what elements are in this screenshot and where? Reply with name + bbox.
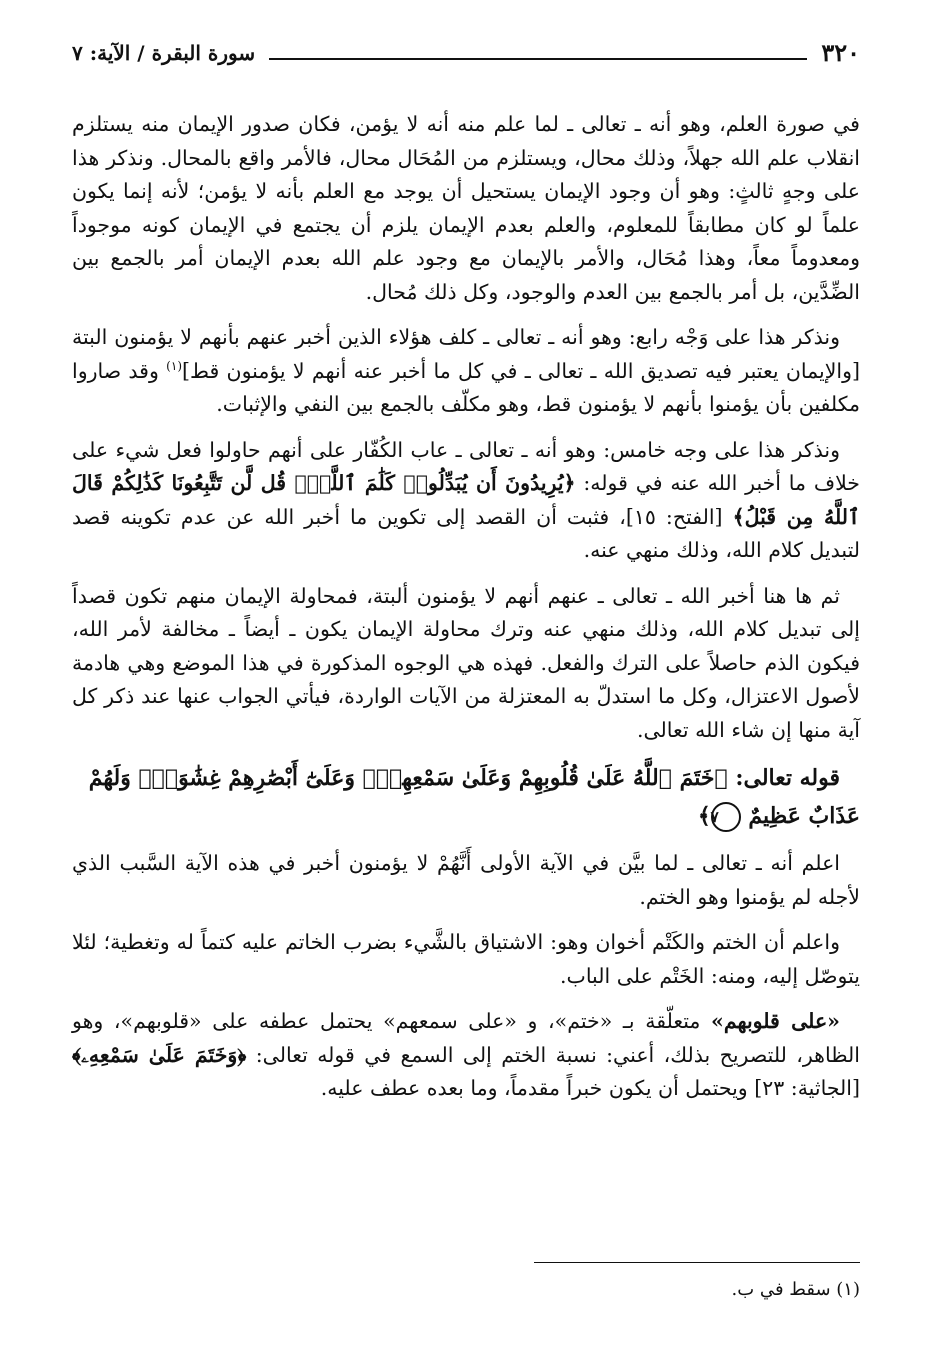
page-number: ٣٢٠	[821, 38, 860, 67]
paragraph	[72, 1005, 860, 1106]
page-header	[72, 38, 860, 68]
quran-quote: ﴿وَخَتَمَ عَلَىٰ سَمْعِهِۦ﴾	[72, 1042, 247, 1067]
paragraph: اعلم أنه ـ تعالى ـ لما بيَّن في الآية الأولى أَنَّهُمْ لا يؤمنون أخبر في هذه الآية السَّبب الذي لأجله لم يؤمنوا وهو الختم.	[72, 851, 860, 909]
paragraph	[72, 321, 860, 422]
paragraph: ثم ها هنا أخبر الله ـ تعالى ـ عنهم أنهم لا يؤمنون ألبتة، فمحاولة الإيمان منهم تكون قصداً إلى تبديل كلام الله، وذلك منهي عنه وترك محاولة الإيمان يكون ـ أيضاً ـ مخالفة لأمر الله، فيكون الذم حاصلاً على الترك والفعل. فهذه هي الوجوه المذكورة في هذا الموضع وهي هادمة لأصول الاعتزال، وكل ما استدلّ به المعتزلة من الآيات الواردة، فيأتي الجواب عنها عند ذكر كل آية منها إن شاء الله تعالى.	[72, 583, 860, 742]
footnote-rule	[534, 1262, 860, 1263]
header-rule	[269, 58, 807, 60]
text-span: متعلّقة بـ «ختم»، و «على سمعهم» يحتمل عطفه على «قلوبهم»، وهو الظاهر، للتصريح بذلك، أعني: نسبة الختم إلى السمع في قوله تعالى:	[72, 1009, 860, 1067]
text-span: [الجاثية: ٢٣] ويحتمل أن يكون خبراً مقدماً، وما بعده عطف عليه.	[320, 1076, 860, 1100]
paragraph	[72, 434, 860, 568]
text-span: ونذكر هذا على وجه خامس: وهو أنه ـ تعالى ـ عاب الكُفّار على أنهم حاولوا فعل شيء على خلاف ما أخبر الله عنه في قوله:	[72, 437, 860, 495]
running-title: سورة البقرة / الآية: ٧	[72, 41, 256, 65]
paragraph: واعلم أن الختم والكَتْم أخوان وهو: الاشتياق بالشَّيء بضرب الخاتم عليه كتماً له وتغطية؛ لئلا يتوصّل إليه، ومنه: الخَتْم على الباب.	[72, 930, 860, 988]
verse-heading	[72, 759, 860, 835]
text-span: ونذكر هذا على وَجْه رابع: وهو أنه ـ تعالى ـ كلف هؤلاء الذين أخبر عنهم بأنهم لا يؤمنون البتة [والإيمان يعتبر فيه تصديق الله ـ تعالى ـ في كل ما أخبر عنه أنهم لا يؤمنون قط]	[72, 325, 860, 383]
footnote: (١) سقط في ب.	[731, 1279, 860, 1300]
verse-close: ﴾	[697, 803, 711, 829]
body-text	[72, 108, 860, 1106]
verse-text: ﴿خَتَمَ ٱللَّهُ عَلَىٰ قُلُوبِهِمْ وَعَلَىٰ سَمْعِهِمْۖ وَعَلَىٰٓ أَبْصَٰرِهِمْ غِشَٰوَةٌۖ وَلَهُمْ عَذَابٌ عَظِيمٌ	[88, 765, 860, 829]
page	[72, 38, 860, 1118]
verse-intro: قوله تعالى:	[735, 765, 840, 791]
text-span: وقد صاروا مكلفين بأن يؤمنوا بأنهم لا يؤمنون قط، وهو مكلّف بالجمع بين النفي والإثبات.	[72, 358, 860, 416]
quran-quote: ﴿يُرِيدُونَ أَن يُبَدِّلُوا۟ كَلَٰمَ ٱللَّهِۚ قُل لَّن تَتَّبِعُونَا كَذَٰلِكُمْ قَالَ ٱللَّهُ مِن قَبْلُ﴾	[72, 471, 860, 529]
paragraph: في صورة العلم، وهو أنه ـ تعالى ـ لما علم منه أنه لا يؤمن، فكان صدور الإيمان منه يستلزم انقلاب علم الله جهلاً، وذلك محال، ويستلزم من المُحَال محال، فالأمر واقع بالمحال. ونذكر هذا على وجهٍ ثالثٍ: وهو أن وجود الإيمان يستحيل أن يوجد مع العلم بأنه لا يؤمن؛ لأنه إنما يكون علماً لو كان مطابقاً للمعلوم، والعلم بعدم الإيمان يلزم أن يجتمع في الإيمان كونه موجوداً ومعدوماً معاً، وهذا مُحَال، والأمر بالإيمان مع وجود علم الله بعدم الإيمان أمر بالجمع بين الضِّدَّين، بل أمر بالجمع بين العدم والوجود، وكل ذلك مُحال.	[72, 112, 860, 304]
text-span: [الفتح: ١٥]، فثبت أن القصد إلى تكوين ما أخبر الله عن عدم تكوينه قصد لتبديل كلام الله، وذلك منهي عنه.	[72, 504, 860, 562]
footnote-reference: (١)	[166, 358, 182, 373]
verse-number-icon: ٧	[711, 802, 741, 832]
bold-term: «على قلوبهم»	[711, 1009, 840, 1033]
